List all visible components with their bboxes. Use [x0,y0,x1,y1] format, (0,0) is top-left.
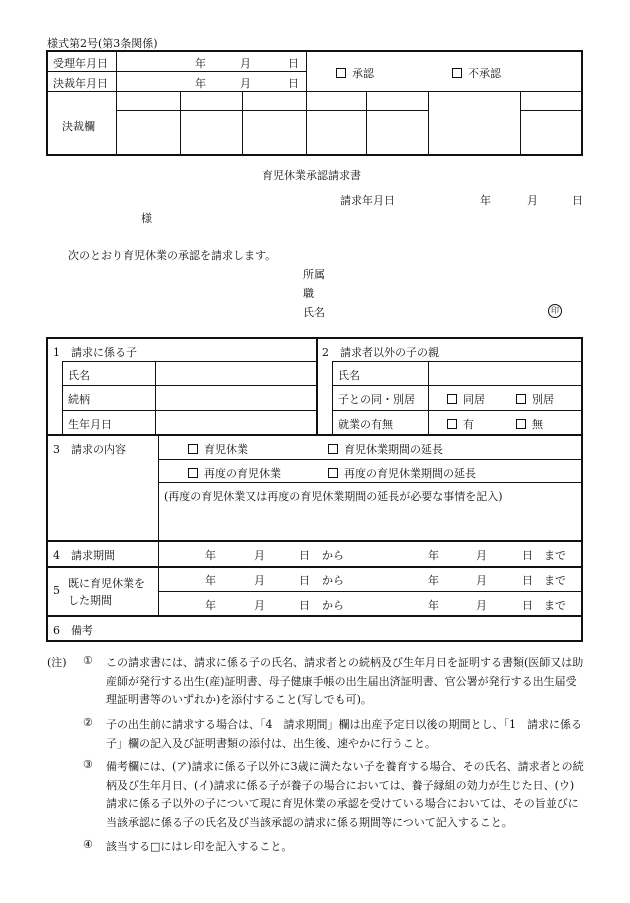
same-residence-checkbox[interactable]: 同居 [447,391,485,407]
leave-extension-checkbox[interactable]: 育児休業期間の延長 [328,441,443,457]
repeat-leave-checkbox[interactable]: 再度の育児休業 [188,465,281,481]
sec2-cohabit-label: 子との同・別居 [338,393,415,406]
department-label: 所属 [303,268,325,281]
employed-no-checkbox[interactable]: 無 [516,416,543,432]
sec3-note: (再度の育児休業又は再度の育児休業期間の延長が必要な事情を記入) [164,490,503,503]
sec5-title-line2: した期間 [68,594,112,607]
note4-mark: ④ [83,838,93,851]
sec2-employment-label: 就業の有無 [338,418,393,431]
note1-mark: ① [83,654,93,667]
position-label: 職 [303,287,314,300]
note2-mark: ② [83,716,93,729]
request-date-label: 請求年月日 [340,194,395,207]
document-title: 育児休業承認請求書 [262,169,361,182]
sec1-relation-label: 続柄 [68,393,90,406]
intro-text: 次のとおり育児休業の承認を請求します。 [68,249,277,262]
sec5-title-line1: 既に育児休業を [68,577,145,590]
sec1-birth-label: 生年月日 [68,418,112,431]
approval-box [46,50,583,156]
decision-column-label: 決裁欄 [62,120,95,133]
seal-mark: 印 [548,303,562,318]
addressee-suffix: 様 [141,212,152,225]
sec4-title: 4 請求期間 [53,549,115,562]
repeat-extension-checkbox[interactable]: 再度の育児休業期間の延長 [328,465,476,481]
applicant-name-label: 氏名 [303,306,325,319]
employed-yes-checkbox[interactable]: 有 [447,416,474,432]
note3-mark: ③ [83,758,93,771]
decision-date-label: 決裁年月日 [53,77,108,90]
note-4: 該当する□にはレ印を記入すること。 [106,840,293,853]
childcare-leave-checkbox[interactable]: 育児休業 [188,441,248,457]
sec3-title: 3 請求の内容 [53,443,126,456]
disapprove-checkbox[interactable]: 不承認 [452,65,501,81]
sec5-number: 5 [53,584,60,597]
received-date-label: 受理年月日 [53,57,108,70]
sec1-name-label: 氏名 [68,369,90,382]
sec6-title: 6 備考 [53,624,93,637]
note-2: 子の出生前に請求する場合は、「4 請求期間」欄は出産予定日以後の期間とし、「1 請求に係る子」欄の記入及び証明書類の添付は、出生後、速やかに行うこと。 [106,718,582,750]
form-number: 様式第2号(第3条関係) [47,37,158,50]
note-1: この請求書には、請求に係る子の氏名、請求者との続柄及び生年月日を証明する書類(医師又は助産師が発行する出生(産)証明書、母子健康手帳の出生届出済証明書、官公署が発行する出生届受理証明書等のいずれか)を添付すること(写しでも可)。 [106,656,584,706]
separate-residence-checkbox[interactable]: 別居 [516,391,554,407]
sec2-title: 2 請求者以外の子の親 [322,346,439,359]
sec2-name-label: 氏名 [338,369,360,382]
notes-label: (注) [47,656,67,669]
approve-checkbox[interactable]: 承認 [336,65,374,81]
sec1-title: 1 請求に係る子 [53,346,137,359]
note-3: 備考欄には、(ア)請求に係る子以外に3歳に満たない子を養育する場合、その氏名、請求者との続柄及び生年月日、(イ)請求に係る子が養子の場合においては、養子縁組の効力が生じた日、(ウ)請求に係る子以外の子について現に育児休業の承認を受けている場合においては、その旨並びに当該承認に係る子の氏名及び当該承認の請求に係る期間等について記入すること。 [106,760,584,829]
